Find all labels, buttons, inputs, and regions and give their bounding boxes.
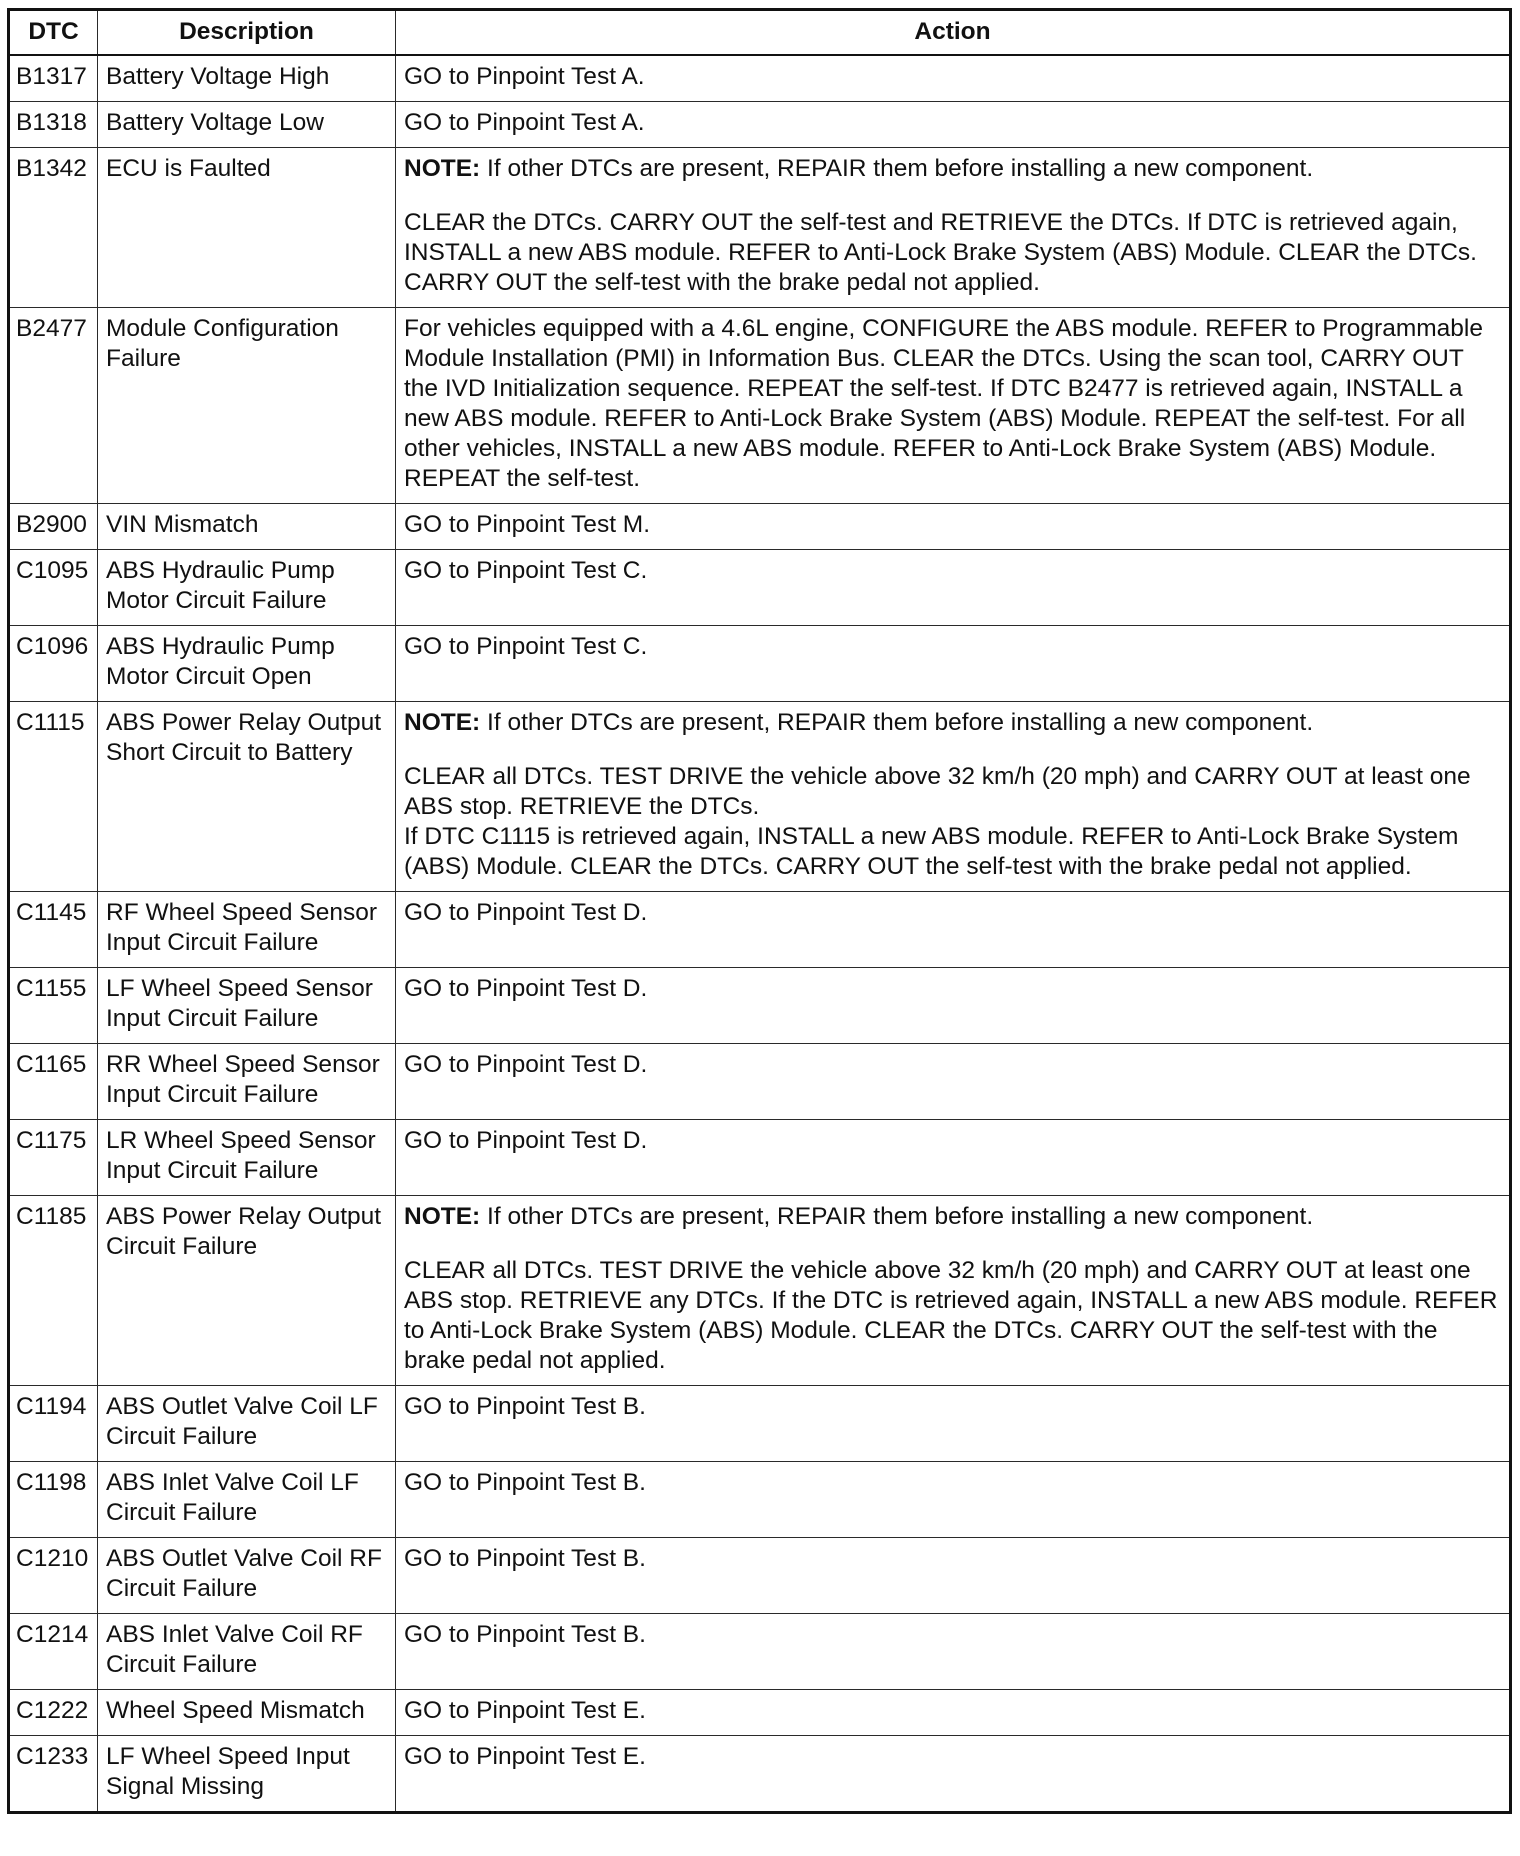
table-row bbox=[9, 968, 1511, 1044]
dtc-code: C1233 bbox=[9, 1736, 98, 1813]
dtc-description: LR Wheel Speed Sensor Input Circuit Failure bbox=[98, 1120, 396, 1196]
table-row bbox=[9, 504, 1511, 550]
table-header bbox=[9, 10, 1511, 56]
action-paragraph bbox=[404, 1256, 1501, 1376]
dtc-action bbox=[396, 1120, 1511, 1196]
action-text: GO to Pinpoint Test M. bbox=[404, 511, 651, 538]
dtc-description: ABS Power Relay Output Circuit Failure bbox=[98, 1196, 396, 1386]
dtc-code: C1198 bbox=[9, 1462, 98, 1538]
action-text: GO to Pinpoint Test E. bbox=[404, 1743, 646, 1770]
action-text: GO to Pinpoint Test E. bbox=[404, 1697, 646, 1724]
dtc-table-container bbox=[7, 8, 1512, 1814]
dtc-action bbox=[396, 892, 1511, 968]
action-paragraph bbox=[404, 632, 1501, 662]
dtc-description: LF Wheel Speed Sensor Input Circuit Failure bbox=[98, 968, 396, 1044]
action-text: GO to Pinpoint Test D. bbox=[404, 1127, 648, 1154]
action-paragraph bbox=[404, 510, 1501, 540]
action-text: GO to Pinpoint Test D. bbox=[404, 975, 648, 1002]
action-text: For vehicles equipped with a 4.6L engine, CONFIGURE the ABS module. REFER to Programmable Module Installation (PMI) in Information Bus. CLEAR the DTCs. Using the scan tool, CARRY OUT the IVD Initialization sequence. REPEAT the self-test. If DTC B2477 is retrieved again, INSTALL a new ABS module. REFER to Anti-Lock Brake System (ABS) Module. REPEAT the self-test. For all other vehicles, INSTALL a new ABS module. REFER to Anti-Lock Brake System (ABS) Module. REPEAT the self-test. bbox=[404, 315, 1483, 492]
action-text: CLEAR the DTCs. CARRY OUT the self-test and RETRIEVE the DTCs. If DTC is retrieved again, INSTALL a new ABS module. REFER to Anti-Lock Brake System (ABS) Module. CLEAR the DTCs. CARRY OUT the self-test with the brake pedal not applied. bbox=[404, 209, 1477, 296]
table-row bbox=[9, 1196, 1511, 1386]
dtc-action bbox=[396, 102, 1511, 148]
table-row bbox=[9, 1462, 1511, 1538]
dtc-code: C1145 bbox=[9, 892, 98, 968]
action-paragraph bbox=[404, 556, 1501, 586]
action-paragraph bbox=[404, 314, 1501, 494]
table-row bbox=[9, 1120, 1511, 1196]
dtc-description: Wheel Speed Mismatch bbox=[98, 1690, 396, 1736]
table-body bbox=[9, 55, 1511, 1813]
table-row bbox=[9, 1044, 1511, 1120]
dtc-description: ABS Hydraulic Pump Motor Circuit Failure bbox=[98, 550, 396, 626]
dtc-action bbox=[396, 1614, 1511, 1690]
dtc-action bbox=[396, 1196, 1511, 1386]
action-note bbox=[404, 154, 1501, 184]
dtc-action bbox=[396, 1386, 1511, 1462]
table-row bbox=[9, 55, 1511, 102]
dtc-description: Battery Voltage High bbox=[98, 55, 396, 102]
dtc-action bbox=[396, 148, 1511, 308]
table-row bbox=[9, 1736, 1511, 1813]
header-action: Action bbox=[396, 10, 1511, 56]
action-text: GO to Pinpoint Test B. bbox=[404, 1393, 646, 1420]
dtc-description: ECU is Faulted bbox=[98, 148, 396, 308]
dtc-action bbox=[396, 1044, 1511, 1120]
dtc-description: ABS Outlet Valve Coil RF Circuit Failure bbox=[98, 1538, 396, 1614]
dtc-description: RF Wheel Speed Sensor Input Circuit Failure bbox=[98, 892, 396, 968]
action-paragraph bbox=[404, 1620, 1501, 1650]
action-paragraph bbox=[404, 1468, 1501, 1498]
dtc-code: C1095 bbox=[9, 550, 98, 626]
action-paragraph bbox=[404, 822, 1501, 882]
dtc-description: RR Wheel Speed Sensor Input Circuit Failure bbox=[98, 1044, 396, 1120]
table-row bbox=[9, 1538, 1511, 1614]
table-row bbox=[9, 102, 1511, 148]
action-text: GO to Pinpoint Test C. bbox=[404, 557, 648, 584]
action-text: If other DTCs are present, REPAIR them before installing a new component. bbox=[480, 155, 1314, 182]
action-text: GO to Pinpoint Test A. bbox=[404, 109, 645, 136]
action-paragraph bbox=[404, 898, 1501, 928]
dtc-action bbox=[396, 1462, 1511, 1538]
table-row bbox=[9, 702, 1511, 892]
note-label: NOTE: bbox=[404, 1203, 481, 1230]
action-paragraph bbox=[404, 1392, 1501, 1422]
dtc-action bbox=[396, 504, 1511, 550]
action-paragraph bbox=[404, 1126, 1501, 1156]
dtc-description: ABS Hydraulic Pump Motor Circuit Open bbox=[98, 626, 396, 702]
action-paragraph bbox=[404, 1050, 1501, 1080]
action-note bbox=[404, 1202, 1501, 1232]
dtc-action bbox=[396, 1736, 1511, 1813]
dtc-code: C1155 bbox=[9, 968, 98, 1044]
dtc-code: B2900 bbox=[9, 504, 98, 550]
action-paragraph bbox=[404, 1544, 1501, 1574]
dtc-code: C1214 bbox=[9, 1614, 98, 1690]
dtc-description: Module Configuration Failure bbox=[98, 308, 396, 504]
dtc-description: ABS Power Relay Output Short Circuit to Battery bbox=[98, 702, 396, 892]
table-row bbox=[9, 148, 1511, 308]
dtc-description: LF Wheel Speed Input Signal Missing bbox=[98, 1736, 396, 1813]
action-text: If other DTCs are present, REPAIR them before installing a new component. bbox=[480, 1203, 1314, 1230]
action-text: GO to Pinpoint Test D. bbox=[404, 899, 648, 926]
dtc-code: C1115 bbox=[9, 702, 98, 892]
dtc-action bbox=[396, 1690, 1511, 1736]
table-row bbox=[9, 550, 1511, 626]
dtc-code: B1317 bbox=[9, 55, 98, 102]
action-paragraph bbox=[404, 762, 1501, 822]
action-paragraph bbox=[404, 1742, 1501, 1772]
dtc-code: B2477 bbox=[9, 308, 98, 504]
dtc-description: ABS Inlet Valve Coil LF Circuit Failure bbox=[98, 1462, 396, 1538]
dtc-code: B1318 bbox=[9, 102, 98, 148]
action-note bbox=[404, 708, 1501, 738]
dtc-code: C1194 bbox=[9, 1386, 98, 1462]
dtc-action bbox=[396, 55, 1511, 102]
header-row bbox=[9, 10, 1511, 56]
dtc-action bbox=[396, 702, 1511, 892]
dtc-action bbox=[396, 308, 1511, 504]
dtc-description: ABS Outlet Valve Coil LF Circuit Failure bbox=[98, 1386, 396, 1462]
dtc-action bbox=[396, 550, 1511, 626]
action-text: GO to Pinpoint Test A. bbox=[404, 63, 645, 90]
dtc-code: C1165 bbox=[9, 1044, 98, 1120]
dtc-action bbox=[396, 1538, 1511, 1614]
dtc-action bbox=[396, 626, 1511, 702]
dtc-code: C1096 bbox=[9, 626, 98, 702]
table-row bbox=[9, 1690, 1511, 1736]
action-text: CLEAR all DTCs. TEST DRIVE the vehicle above 32 km/h (20 mph) and CARRY OUT at least one ABS stop. RETRIEVE any DTCs. If the DTC is retrieved again, INSTALL a new ABS module. REFER to Anti-Lock Brake System (ABS) Module. CLEAR the DTCs. CARRY OUT the self-test with the brake pedal not applied. bbox=[404, 1257, 1498, 1374]
table-row bbox=[9, 1386, 1511, 1462]
action-paragraph bbox=[404, 108, 1501, 138]
action-text: If DTC C1115 is retrieved again, INSTALL a new ABS module. REFER to Anti-Lock Brake System (ABS) Module. CLEAR the DTCs. CARRY OUT the self-test with the brake pedal not applied. bbox=[404, 823, 1459, 880]
header-dtc: DTC bbox=[9, 10, 98, 56]
action-paragraph bbox=[404, 62, 1501, 92]
dtc-code: B1342 bbox=[9, 148, 98, 308]
dtc-code: C1210 bbox=[9, 1538, 98, 1614]
dtc-description: Battery Voltage Low bbox=[98, 102, 396, 148]
action-text: If other DTCs are present, REPAIR them before installing a new component. bbox=[480, 709, 1314, 736]
action-paragraph bbox=[404, 1696, 1501, 1726]
note-label: NOTE: bbox=[404, 155, 481, 182]
dtc-table bbox=[7, 8, 1512, 1814]
header-description: Description bbox=[98, 10, 396, 56]
dtc-code: C1175 bbox=[9, 1120, 98, 1196]
dtc-description: ABS Inlet Valve Coil RF Circuit Failure bbox=[98, 1614, 396, 1690]
action-text: GO to Pinpoint Test C. bbox=[404, 633, 648, 660]
action-text: GO to Pinpoint Test B. bbox=[404, 1469, 646, 1496]
action-paragraph bbox=[404, 208, 1501, 298]
table-row bbox=[9, 892, 1511, 968]
table-row bbox=[9, 308, 1511, 504]
action-text: GO to Pinpoint Test B. bbox=[404, 1545, 646, 1572]
note-label: NOTE: bbox=[404, 709, 481, 736]
action-text: CLEAR all DTCs. TEST DRIVE the vehicle above 32 km/h (20 mph) and CARRY OUT at least one ABS stop. RETRIEVE the DTCs. bbox=[404, 763, 1471, 820]
table-row bbox=[9, 626, 1511, 702]
action-paragraph bbox=[404, 974, 1501, 1004]
dtc-description: VIN Mismatch bbox=[98, 504, 396, 550]
action-text: GO to Pinpoint Test B. bbox=[404, 1621, 646, 1648]
dtc-code: C1222 bbox=[9, 1690, 98, 1736]
action-text: GO to Pinpoint Test D. bbox=[404, 1051, 648, 1078]
dtc-code: C1185 bbox=[9, 1196, 98, 1386]
table-row bbox=[9, 1614, 1511, 1690]
dtc-action bbox=[396, 968, 1511, 1044]
